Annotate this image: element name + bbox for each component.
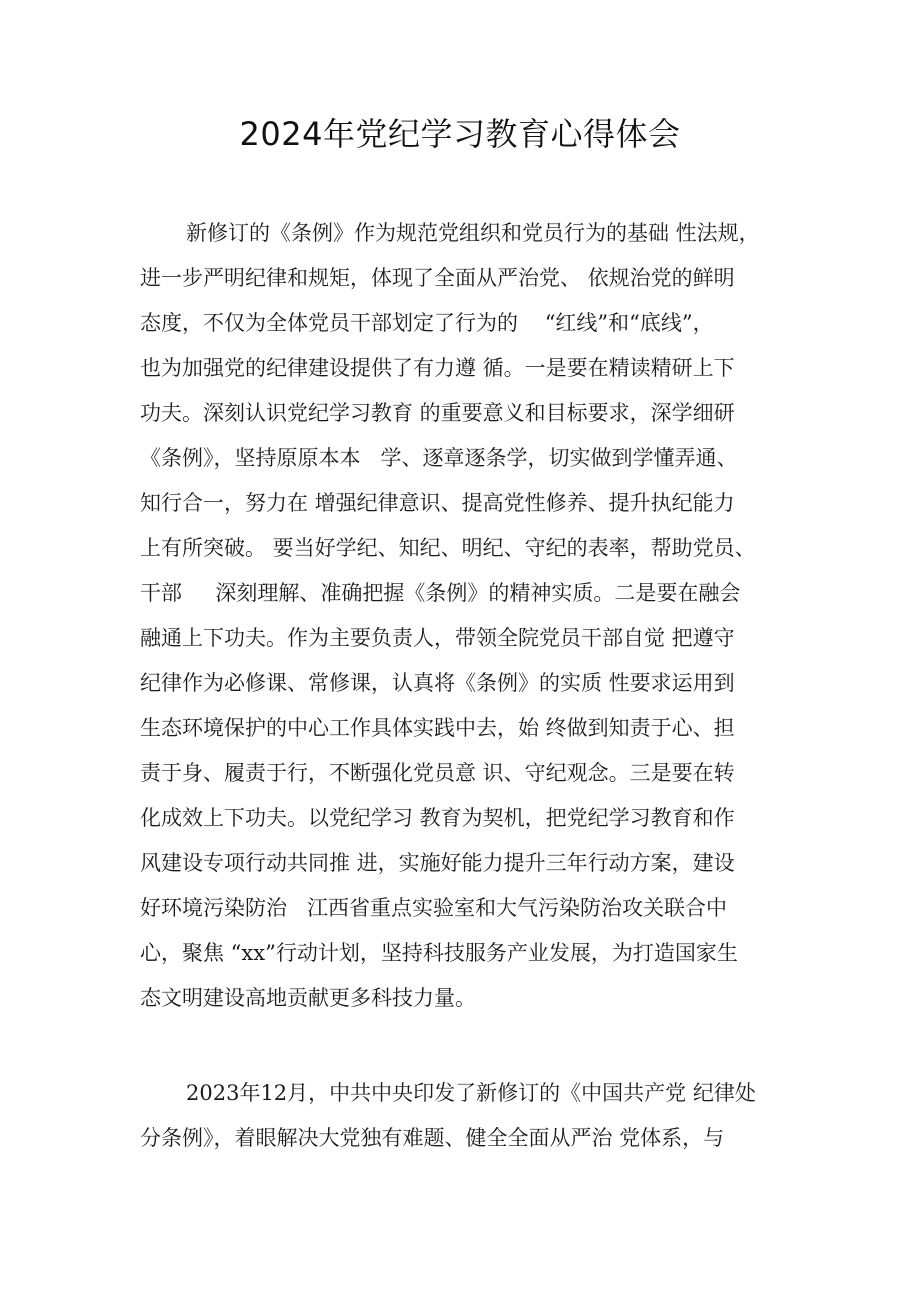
page-title: 2024年党纪学习教育心得体会 <box>239 115 681 153</box>
paragraph-1-line-3: 态度，不仅为全体党员干部划定了行为的 “红线”和“底线”， <box>140 311 714 335</box>
paragraph-1-line-17: 心，聚焦 “xx”行动计划，坚持科技服务产业发展，为打造国家生 <box>140 941 738 965</box>
paragraph-1-line-16: 好环境污染防治 江西省重点实验室和大气污染防治攻关联合中 <box>140 896 728 920</box>
paragraph-2-line-1: 2023年12月，中共中央印发了新修订的《中国共产党 纪律处 <box>186 1081 756 1105</box>
paragraph-1-line-13: 责于身、履责于行，不断强化党员意 识、守纪观念。三是要在转 <box>140 761 735 785</box>
paragraph-1-line-10: 融通上下功夫。作为主要负责人，带领全院党员干部自觉 把遵守 <box>140 626 735 650</box>
paragraph-1-line-8: 上有所突破。 要当好学纪、知纪、明纪、守纪的表率，帮助党员、 <box>140 536 756 560</box>
paragraph-1-line-15: 风建设专项行动共同推 进，实施好能力提升三年行动方案，建设 <box>140 851 735 875</box>
paragraph-1-line-18: 态文明建设高地贡献更多科技力量。 <box>140 986 476 1010</box>
paragraph-1-line-7: 知行合一，努力在 增强纪律意识、提高党性修养、提升执纪能力 <box>140 491 735 515</box>
paragraph-1-line-4: 也为加强党的纪律建设提供了有力遵 循。一是要在精读精研上下 <box>140 356 735 380</box>
paragraph-1-line-6: 《条例》，坚持原原本本 学、逐章逐条学，切实做到学懂弄通、 <box>140 446 738 470</box>
paragraph-1-line-9: 干部 深刻理解、准确把握《条例》的精神实质。二是要在融会 <box>140 581 741 605</box>
paragraph-1-line-1: 新修订的《条例》作为规范党组织和党员行为的基础 性法规， <box>186 221 760 245</box>
paragraph-2-line-2: 分条例》，着眼解决大党独有难题、健全全面从严治 党体系，与 <box>140 1126 725 1150</box>
paragraph-1-line-2: 进一步严明纪律和规矩，体现了全面从严治党、 依规治党的鲜明 <box>140 266 735 290</box>
paragraph-1-line-5: 功夫。深刻认识党纪学习教育 的重要意义和目标要求，深学细研 <box>140 401 735 425</box>
paragraph-1-line-12: 生态环境保护的中心工作具体实践中去，始 终做到知责于心、担 <box>140 716 735 740</box>
paragraph-1-line-14: 化成效上下功夫。以党纪学习 教育为契机，把党纪学习教育和作 <box>140 806 735 830</box>
paragraph-1-line-11: 纪律作为必修课、常修课，认真将《条例》的实质 性要求运用到 <box>140 671 735 695</box>
